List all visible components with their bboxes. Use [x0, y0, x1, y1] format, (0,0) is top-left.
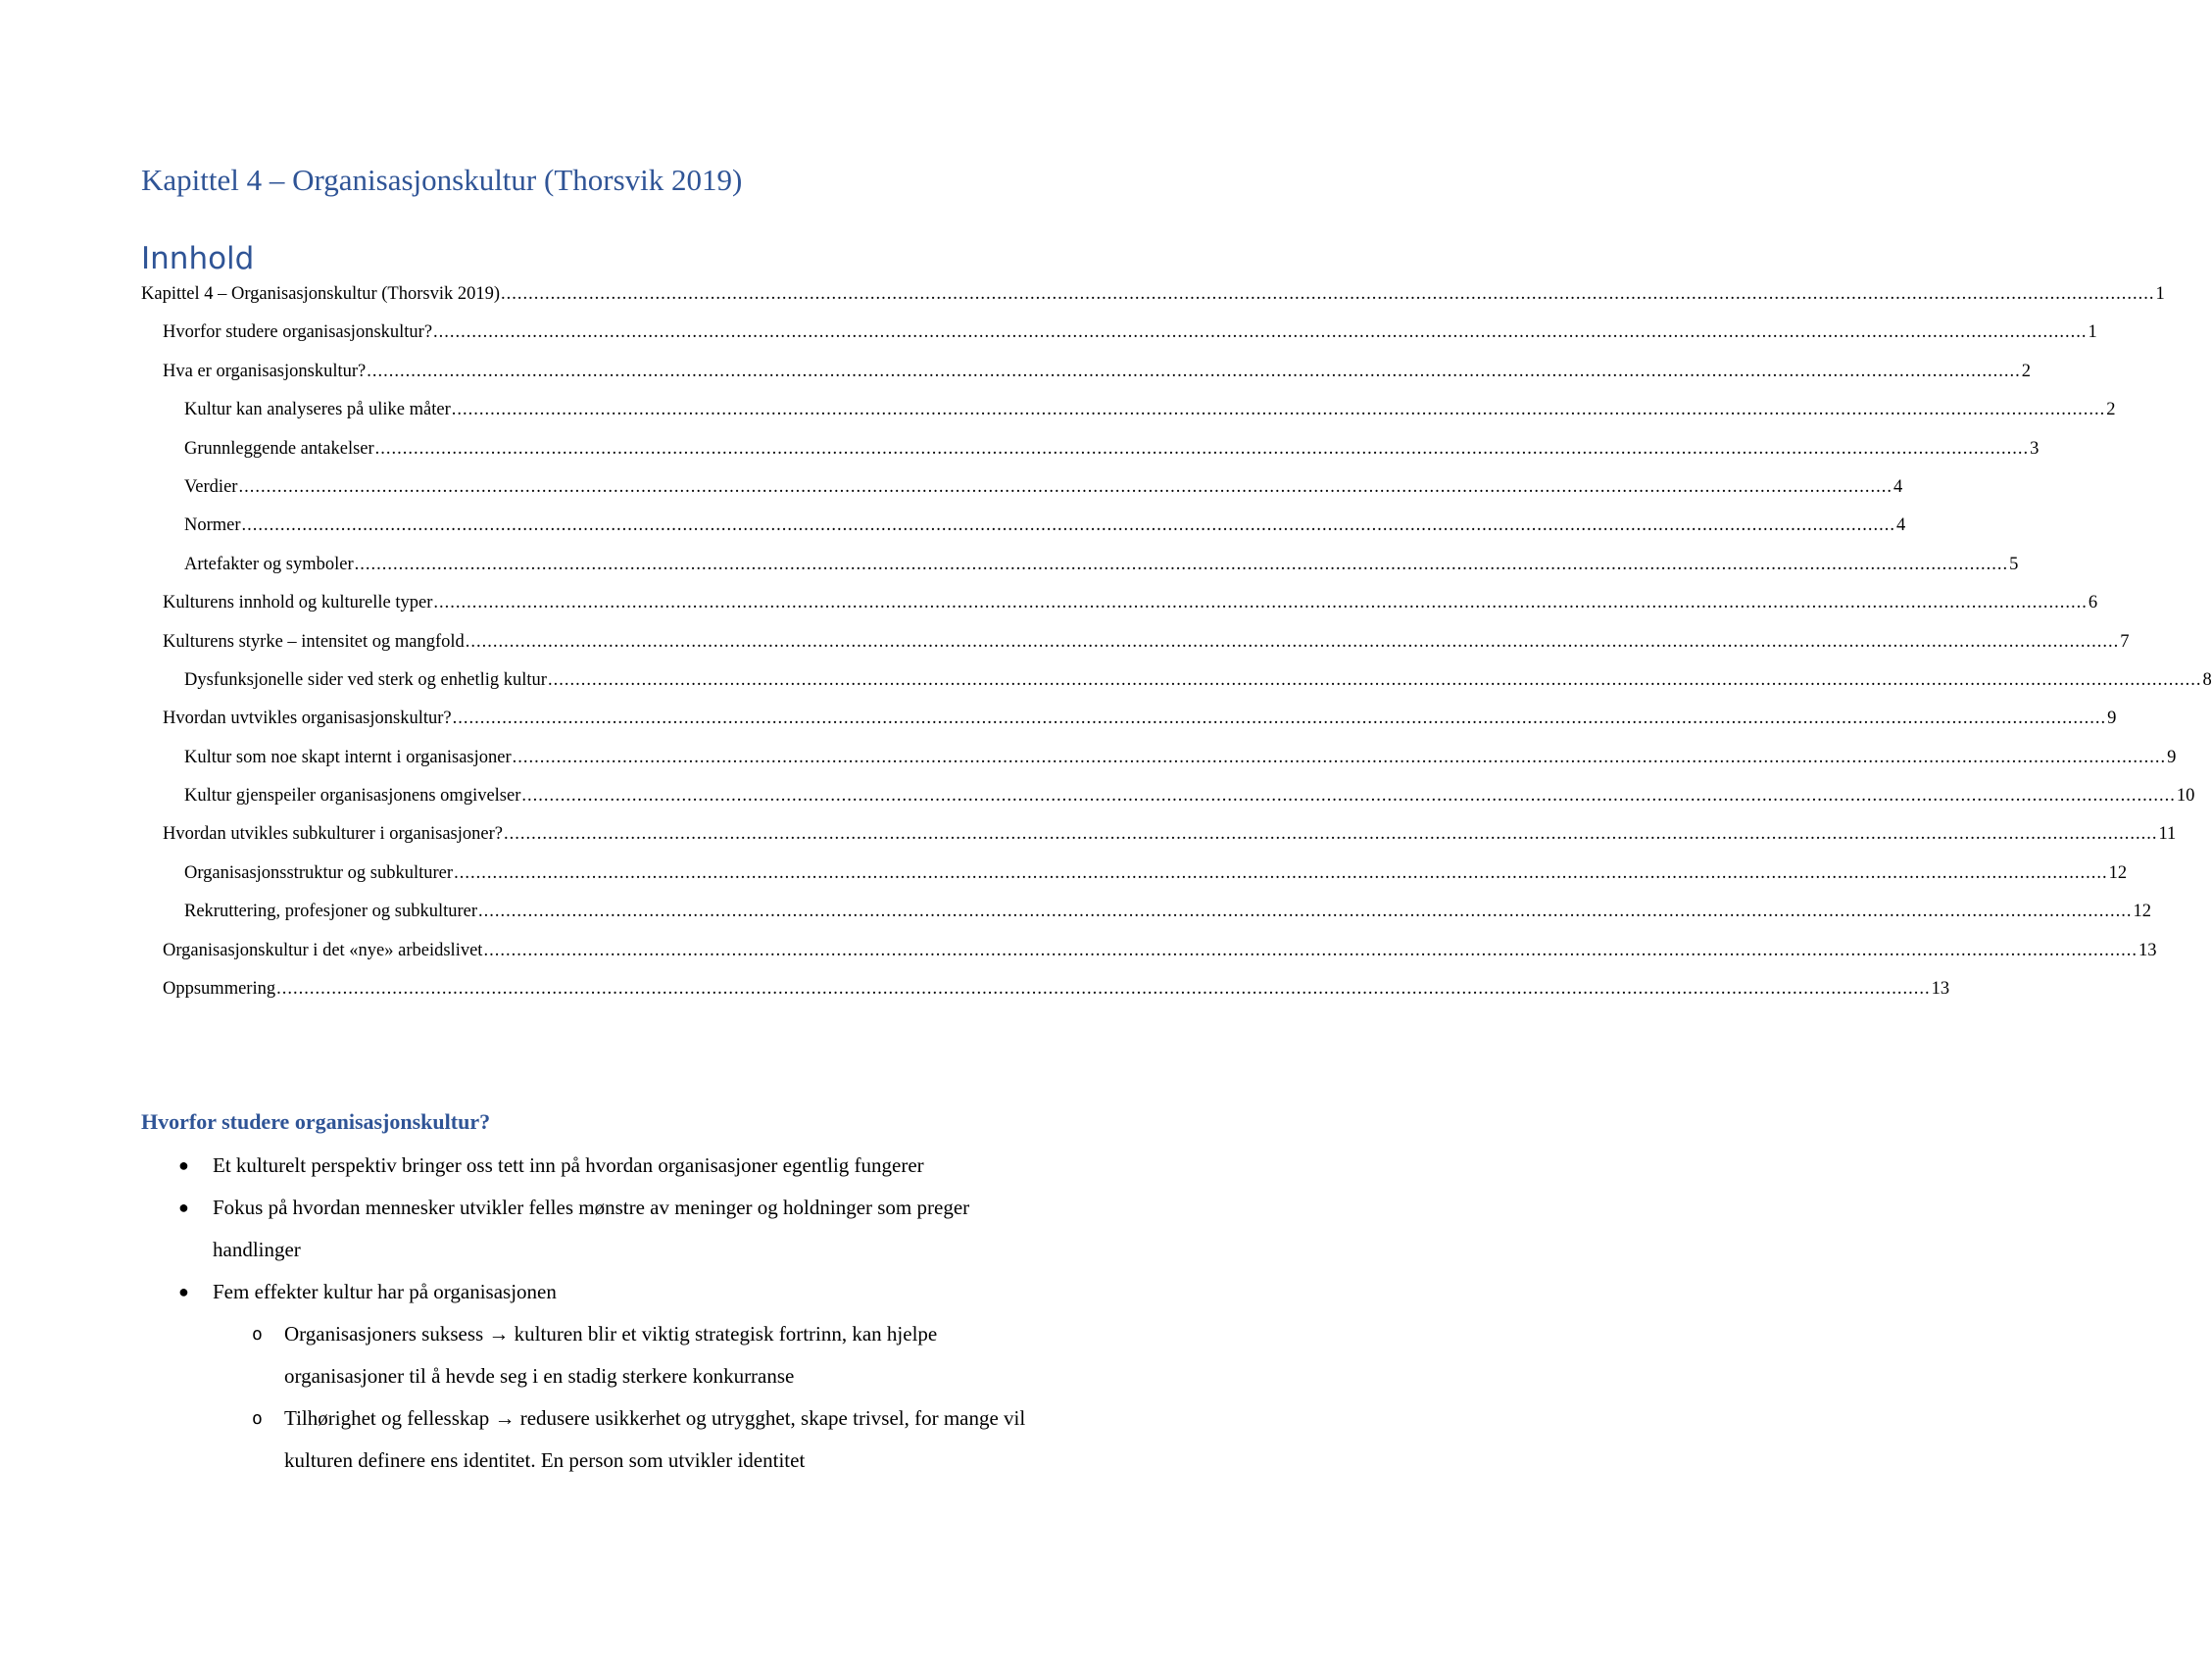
toc-dot-leader: ............................................................................................................................................................................................................................................................................................................	[276, 979, 1931, 1000]
toc-dot-leader: ............................................................................................................................................................................................................................................................................................................	[483, 940, 2138, 960]
toc-entry-text: Kultur som noe skapt internt i organisasjoner	[184, 747, 512, 767]
toc-entry-text: Kulturens styrke – intensitet og mangfold	[163, 631, 465, 652]
toc-dot-leader: ............................................................................................................................................................................................................................................................................................................	[433, 593, 2088, 613]
toc-dot-leader: ............................................................................................................................................................................................................................................................................................................	[465, 631, 2120, 652]
bullet-text: Fokus på hvordan mennesker utvikler felles mønstre av meninger og holdninger som preger handlinger	[213, 1196, 970, 1261]
toc-dot-leader: ............................................................................................................................................................................................................................................................................................................	[354, 554, 2009, 574]
toc-page-number: 13	[2138, 940, 2157, 960]
toc-page-number: 7	[2120, 631, 2130, 652]
toc-entry[interactable]	[141, 709, 2117, 747]
toc-entry[interactable]	[141, 554, 2019, 593]
toc-dot-leader: ............................................................................................................................................................................................................................................................................................................	[501, 284, 2155, 304]
toc-page-number: 4	[1892, 476, 1903, 497]
sub-bullet-item	[141, 1313, 1043, 1397]
toc-heading: Innhold	[141, 241, 255, 276]
toc-page-number: 1	[2088, 322, 2097, 343]
bullet-text: Fem effekter kultur har på organisasjonen	[213, 1280, 557, 1303]
toc-entry-text: Organisasjonskultur i det «nye» arbeidslivet	[163, 940, 483, 960]
toc-entry-text: Dysfunksjonelle sider ved sterk og enhetlig kultur	[184, 669, 547, 690]
bullet-icon: ●	[178, 1282, 189, 1301]
toc-entry[interactable]	[141, 786, 2195, 824]
toc-dot-leader: ............................................................................................................................................................................................................................................................................................................	[512, 747, 2167, 767]
toc-page-number: 2	[2106, 400, 2116, 420]
toc-entry-text: Normer	[184, 515, 241, 536]
toc-entry[interactable]	[141, 669, 2212, 709]
toc-page-number: 6	[2088, 593, 2098, 613]
toc-page-number: 9	[2107, 709, 2117, 729]
section-heading: Hvorfor studere organisasjonskultur?	[141, 1109, 491, 1134]
toc-page-number: 3	[2030, 438, 2040, 459]
toc-dot-leader: ............................................................................................................................................................................................................................................................................................................	[454, 862, 2108, 883]
bullet-icon: ●	[178, 1155, 189, 1175]
toc-entry-text: Hva er organisasjonskultur?	[163, 361, 367, 381]
bullet-item	[141, 1145, 1043, 1187]
toc-dot-leader: ............................................................................................................................................................................................................................................................................................................	[451, 400, 2106, 420]
toc-entry[interactable]	[141, 400, 2116, 438]
toc-entry[interactable]	[141, 747, 2177, 786]
toc-entry-text: Grunnleggende antakelser	[184, 438, 374, 459]
toc-dot-leader: ............................................................................................................................................................................................................................................................................................................	[241, 515, 1896, 536]
toc-entry-text: Kultur kan analyseres på ulike måter	[184, 400, 451, 420]
toc-page-number: 4	[1896, 515, 1906, 536]
toc-entry[interactable]	[141, 902, 2152, 940]
toc-page-number: 5	[2009, 554, 2019, 574]
circle-bullet-icon: o	[252, 1408, 263, 1429]
bullet-item	[141, 1271, 1043, 1482]
toc-entry-text: Oppsummering	[163, 979, 276, 1000]
toc-entry-text: Hvordan utvikles subkulturer i organisasjoner?	[163, 824, 503, 845]
toc-entry-text: Artefakter og symboler	[184, 554, 354, 574]
toc-entry-text: Organisasjonsstruktur og subkulturer	[184, 862, 454, 883]
table-of-contents	[141, 284, 2212, 1017]
toc-page-number: 2	[2021, 361, 2031, 381]
toc-entry-text: Kapittel 4 – Organisasjonskultur (Thorsvik 2019)	[141, 284, 501, 304]
toc-entry[interactable]	[141, 284, 2165, 322]
toc-page-number: 13	[1931, 979, 1950, 1000]
toc-entry[interactable]	[141, 515, 1906, 554]
toc-page-number: 12	[2108, 862, 2128, 883]
toc-entry-text: Kulturens innhold og kulturelle typer	[163, 593, 433, 613]
toc-entry[interactable]	[141, 476, 1903, 515]
toc-entry[interactable]	[141, 438, 2040, 477]
toc-page-number: 8	[2202, 669, 2212, 690]
toc-entry-text: Rekruttering, profesjoner og subkulturer	[184, 902, 478, 922]
sub-bullet-text: Organisasjoners suksess → kulturen blir et viktig strategisk fortrinn, kan hjelpe organisasjoner til å hevde seg i en stadig sterkere konkurranse	[284, 1322, 938, 1388]
toc-dot-leader: ............................................................................................................................................................................................................................................................................................................	[374, 438, 2030, 459]
toc-entry[interactable]	[141, 862, 2128, 902]
sub-bullet-text: Tilhørighet og fellesskap → redusere usikkerhet og utrygghet, skape trivsel, for mange vil kulturen definere ens identitet. En person som utvikler identitet	[284, 1406, 1026, 1472]
toc-page-number: 9	[2167, 747, 2177, 767]
toc-dot-leader: ............................................................................................................................................................................................................................................................................................................	[367, 361, 2021, 381]
toc-entry-text: Kultur gjenspeiler organisasjonens omgivelser	[184, 786, 521, 807]
toc-dot-leader: ............................................................................................................................................................................................................................................................................................................	[503, 824, 2158, 845]
bullet-item	[141, 1187, 1043, 1271]
toc-entry[interactable]	[141, 979, 1950, 1017]
toc-entry-text: Hvorfor studere organisasjonskultur?	[163, 322, 433, 343]
toc-page-number: 12	[2133, 902, 2152, 922]
toc-entry[interactable]	[141, 361, 2031, 400]
toc-entry-text: Hvordan uvtvikles organisasjonskultur?	[163, 709, 452, 729]
sub-bullet-item	[141, 1397, 1043, 1482]
toc-entry[interactable]	[141, 593, 2098, 631]
toc-dot-leader: ............................................................................................................................................................................................................................................................................................................	[521, 786, 2176, 807]
bullet-icon: ●	[178, 1198, 189, 1217]
document-title: Kapittel 4 – Organisasjonskultur (Thorsvik 2019)	[141, 163, 743, 197]
bullet-list	[141, 1145, 1043, 1482]
toc-page-number: 1	[2155, 284, 2165, 304]
toc-entry[interactable]	[141, 631, 2130, 670]
sub-bullet-list	[213, 1313, 1043, 1482]
circle-bullet-icon: o	[252, 1324, 263, 1345]
toc-page-number: 10	[2176, 786, 2195, 807]
toc-entry[interactable]	[141, 322, 2097, 361]
toc-page-number: 11	[2158, 824, 2177, 845]
bullet-text: Et kulturelt perspektiv bringer oss tett inn på hvordan organisasjoner egentlig fungerer	[213, 1153, 924, 1177]
toc-entry[interactable]	[141, 824, 2177, 862]
toc-dot-leader: ............................................................................................................................................................................................................................................................................................................	[433, 322, 2088, 343]
toc-entry[interactable]	[141, 940, 2157, 979]
toc-dot-leader: ............................................................................................................................................................................................................................................................................................................	[452, 709, 2107, 729]
toc-dot-leader: ............................................................................................................................................................................................................................................................................................................	[478, 902, 2133, 922]
toc-dot-leader: ............................................................................................................................................................................................................................................................................................................	[238, 476, 1892, 497]
toc-entry-text: Verdier	[184, 476, 238, 497]
toc-dot-leader: ............................................................................................................................................................................................................................................................................................................	[547, 669, 2202, 690]
